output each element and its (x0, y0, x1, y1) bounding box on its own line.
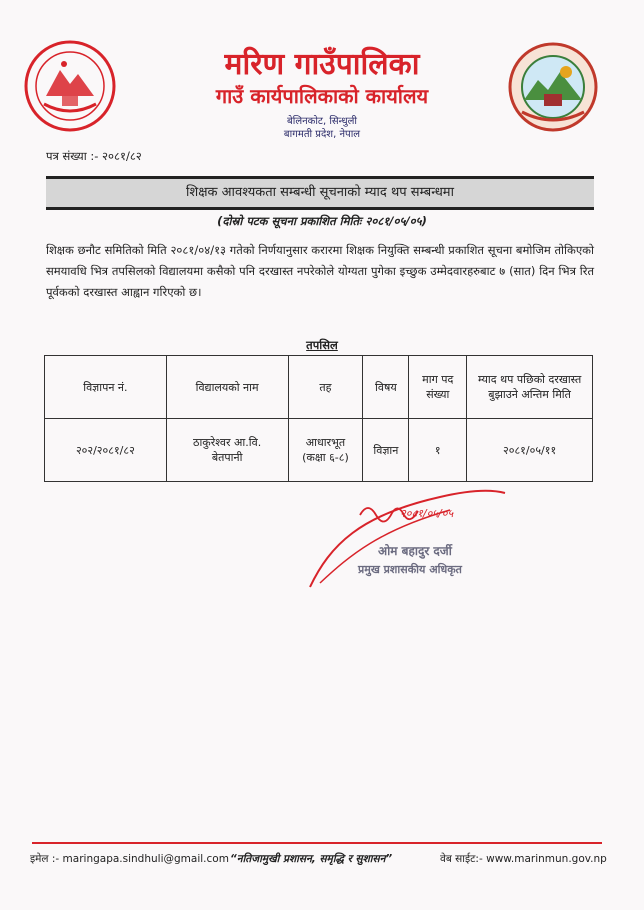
school-name-line-1: ठाकुरेश्वर आ.वि. (193, 436, 262, 449)
organization-name: मरिण गाउँपालिका (224, 47, 420, 82)
level-line-1: आधारभूत (305, 436, 346, 449)
office-name: गाउँ कार्यपालिकाको कार्यालय (215, 84, 429, 108)
footer-motto: “नतिजामुखी प्रशासन, समृद्धि र सुशासन” (230, 853, 393, 865)
notice-subject-banner: शिक्षक आवश्यकता सम्बन्धी सूचनाको म्याद थप सम्बन्धमा (46, 176, 594, 210)
table-row (45, 419, 593, 482)
header-ad-number: विज्ञापन नं. (45, 356, 167, 419)
level-line-2: (कक्षा ६-८) (302, 451, 349, 464)
letter-reference-number: पत्र संख्या :- २०८१/८२ (46, 149, 142, 163)
header-school-name: विद्यालयको नाम (166, 356, 288, 419)
signature-stamp (300, 475, 530, 595)
table-title: तपसिल (306, 338, 338, 352)
footer-divider (32, 842, 602, 844)
cell-posts: १ (409, 419, 467, 482)
cell-deadline: २०८१/०५/११ (467, 419, 593, 482)
cell-level (288, 419, 363, 482)
address-line-2: बागमती प्रदेश, नेपाल (283, 129, 361, 140)
address-line-1: बेलिनकोट, सिन्धुली (287, 116, 357, 127)
header-level: तह (288, 356, 363, 419)
header-subject: विषय (363, 356, 409, 419)
cell-subject: विज्ञान (363, 419, 409, 482)
school-name-line-2: बेतपानी (211, 451, 243, 464)
vacancy-table (44, 355, 593, 482)
notice-body: शिक्षक छनौट समितिको मिति २०८१/०४/१३ गतेको निर्णयानुसार करारमा शिक्षक नियुक्ति सम्बन्धी प्रकाशित सूचना बमोजिम तोकिएको समयावधि भित्र तपसिलको विद्यालयमा कसैको पनि दरखास्त नपरेकोले योग्यता पुगेका इच्छुक उम्मेदवारहरुबाट ७ (सात) दिन भित्र रित पूर्वकको दरखास्त आह्वान गरिएको छ। (46, 243, 594, 299)
cell-ad-number: २०२/२०८१/८२ (45, 419, 167, 482)
signature-date: २०८१/०५/०५ (400, 507, 454, 520)
table-header-row (45, 356, 593, 419)
footer-website: वेब साईट:- www.marinmun.gov.np (440, 853, 607, 865)
signatory-title: प्रमुख प्रशासकीय अधिकृत (358, 563, 462, 576)
office-address (0, 115, 644, 141)
signatory-name: ओम बहादुर दर्जी (378, 544, 452, 558)
header-deadline: म्याद थप पछिको दरखास्त बुझाउने अन्तिम मिति (467, 356, 593, 419)
cell-school-name (166, 419, 288, 482)
footer-email: इमेल :- maringapa.sindhuli@gmail.com (30, 853, 229, 865)
publication-date-note: (दोस्रो पटक सूचना प्रकाशित मितिः २०८१/०५/०५) (217, 214, 427, 228)
header-posts: माग पद संख्या (409, 356, 467, 419)
